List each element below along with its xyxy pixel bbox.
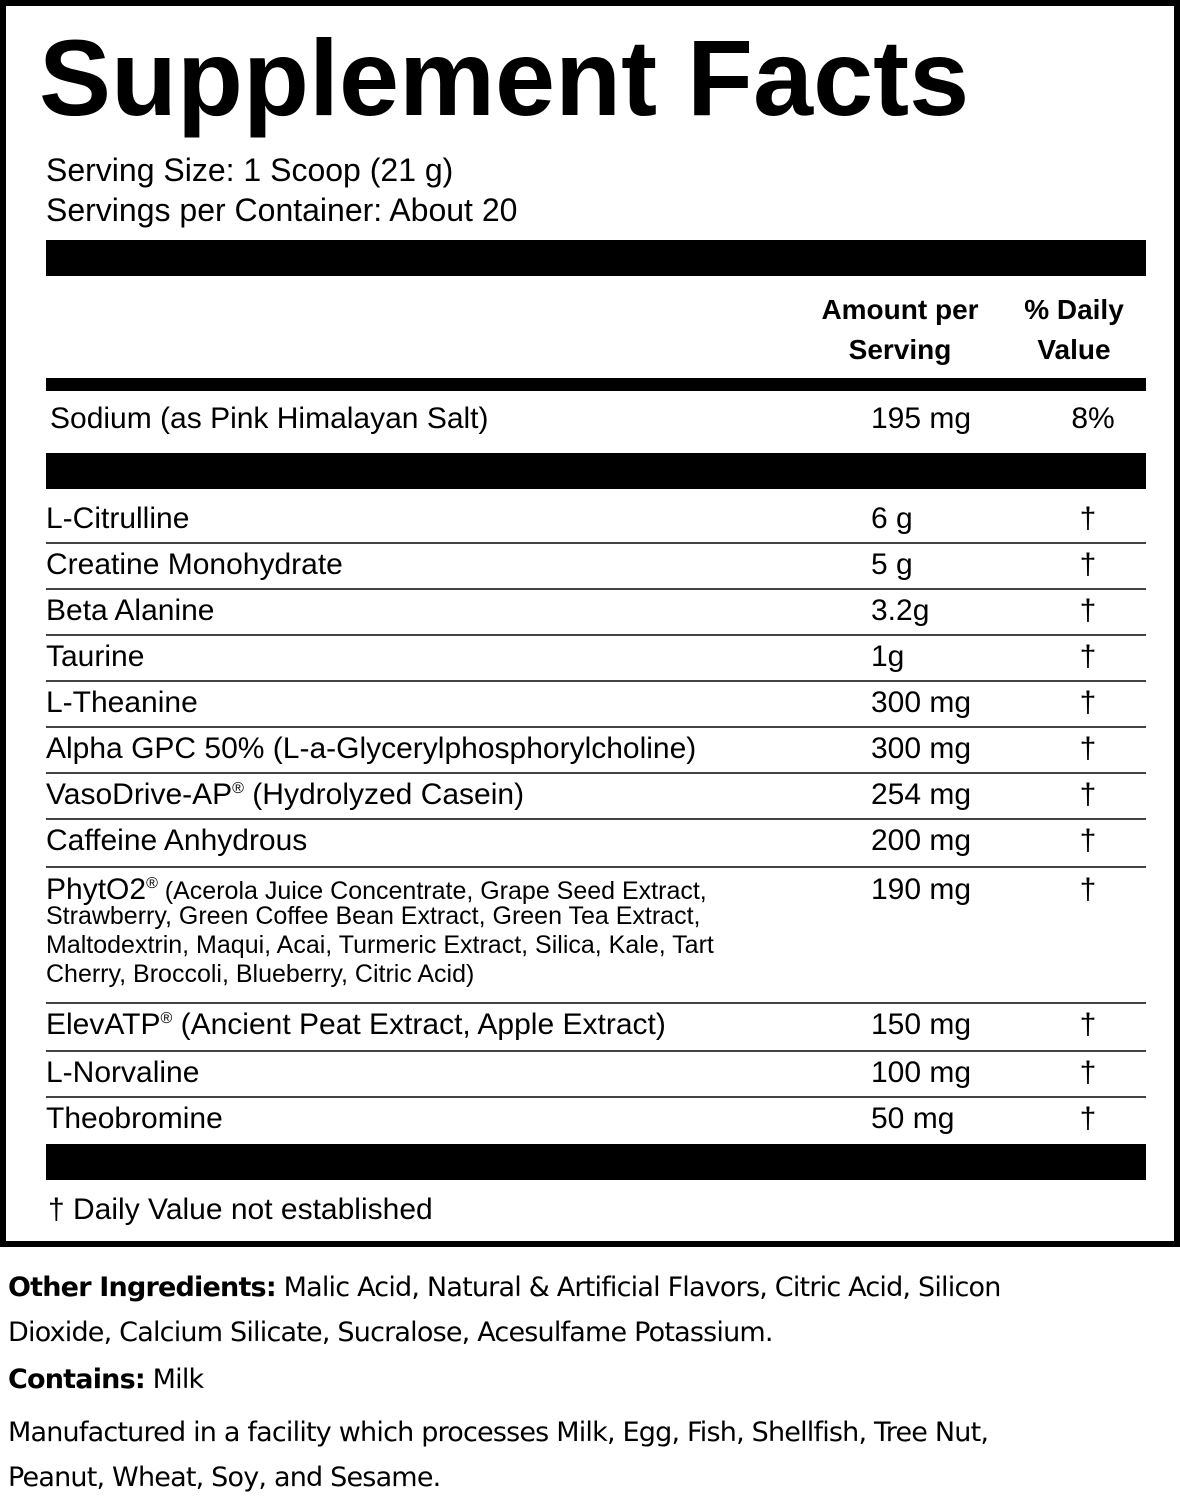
ingredient-brand-name: PhytO2	[46, 873, 147, 906]
thick-divider-bottom	[46, 1144, 1146, 1180]
ingredient-row	[46, 730, 1146, 774]
ingredient-name: Alpha GPC 50% (L-a-Glycerylphosphorylcholine)	[46, 732, 697, 765]
other-ingredients-line2: Dioxide, Calcium Silicate, Sucralose, Acesulfame Potassium.	[8, 1317, 773, 1348]
sodium-daily-value: 8%	[1071, 402, 1115, 435]
ingredient-row	[46, 500, 1146, 544]
sodium-row	[46, 400, 1146, 444]
ingredient-row	[46, 546, 1146, 590]
ingredient-name: L-Norvaline	[46, 1056, 200, 1089]
ingredient-row	[46, 1100, 1146, 1144]
facility-line2: Peanut, Wheat, Soy, and Sesame.	[8, 1462, 441, 1493]
ingredient-row	[46, 776, 1146, 820]
ingredient-amount: 200 mg	[871, 824, 972, 857]
other-ingredients-line1: Malic Acid, Natural & Artificial Flavors, Citric Acid, Silicon	[275, 1272, 1001, 1303]
ingredient-name: Caffeine Anhydrous	[46, 824, 308, 857]
daily-value-footnote: † Daily Value not established	[48, 1193, 433, 1226]
ingredient-amount: 5 g	[871, 548, 913, 581]
ingredient-amount: 100 mg	[871, 1056, 972, 1089]
registered-mark: ®	[146, 875, 158, 892]
ingredient-name: Taurine	[46, 640, 145, 673]
column-header-amount	[802, 290, 998, 370]
ingredient-name: Beta Alanine	[46, 594, 215, 627]
contains-statement	[8, 1357, 1176, 1402]
ingredient-row	[46, 822, 1146, 868]
ingredient-name-suffix: (Ancient Peat Extract, Apple Extract)	[172, 1008, 666, 1041]
facility-line1: Manufactured in a facility which processes Milk, Egg, Fish, Shellfish, Tree Nut,	[8, 1417, 989, 1448]
ingredient-amount: 150 mg	[871, 1008, 972, 1041]
ingredient-name-suffix: (Hydrolyzed Casein)	[243, 778, 525, 811]
ingredient-daily-value: †	[1079, 502, 1097, 535]
ingredient-brand-name: VasoDrive-AP	[46, 778, 233, 811]
ingredient-row-phyto2	[46, 870, 1146, 1004]
column-header-amount-line1: Amount per	[821, 294, 979, 325]
ingredient-name	[46, 873, 714, 989]
ingredient-name	[46, 1008, 666, 1042]
ingredient-name	[46, 778, 524, 812]
ingredient-desc-line: Strawberry, Green Coffee Bean Extract, Green Tea Extract,	[46, 902, 701, 930]
ingredient-row	[46, 1054, 1146, 1098]
ingredient-amount: 3.2g	[871, 594, 930, 627]
ingredient-amount: 254 mg	[871, 778, 972, 811]
ingredient-row	[46, 1006, 1146, 1052]
medium-divider	[46, 378, 1146, 391]
registered-mark: ®	[232, 780, 244, 797]
ingredient-name: L-Citrulline	[46, 502, 190, 535]
contains-label: Contains:	[8, 1364, 145, 1395]
ingredient-desc-line: Cherry, Broccoli, Blueberry, Citric Acid)	[46, 960, 475, 988]
ingredient-daily-value: †	[1079, 824, 1097, 857]
ingredient-name: Theobromine	[46, 1102, 223, 1135]
contains-value: Milk	[144, 1364, 204, 1395]
ingredient-daily-value: †	[1079, 732, 1097, 765]
ingredient-daily-value: †	[1079, 548, 1097, 581]
ingredient-amount: 300 mg	[871, 732, 972, 765]
registered-mark: ®	[160, 1010, 173, 1027]
ingredient-amount: 300 mg	[871, 686, 972, 719]
ingredient-daily-value: †	[1079, 640, 1097, 673]
other-ingredients-label: Other Ingredients:	[8, 1272, 276, 1303]
column-header-daily-value	[1008, 290, 1140, 370]
thick-divider-top	[46, 240, 1146, 276]
ingredient-name: L-Theanine	[46, 686, 198, 719]
ingredient-daily-value: †	[1079, 594, 1097, 627]
ingredient-daily-value: †	[1079, 1056, 1097, 1089]
other-ingredients	[8, 1265, 1176, 1355]
ingredient-amount: 1g	[871, 640, 905, 673]
thick-divider-middle	[46, 453, 1146, 489]
column-header-amount-line2: Serving	[848, 334, 952, 365]
ingredient-amount: 6 g	[871, 502, 913, 535]
ingredient-daily-value: †	[1079, 1008, 1097, 1041]
ingredient-daily-value: †	[1079, 1102, 1097, 1135]
ingredient-daily-value: †	[1079, 778, 1097, 811]
ingredient-row	[46, 684, 1146, 728]
ingredient-desc-line: (Acerola Juice Concentrate, Grape Seed Extract,	[157, 877, 707, 905]
sodium-name: Sodium (as Pink Himalayan Salt)	[50, 402, 489, 435]
ingredient-row	[46, 638, 1146, 682]
ingredient-desc-line: Maltodextrin, Maqui, Acai, Turmeric Extract, Silica, Kale, Tart	[46, 931, 714, 959]
ingredient-daily-value: †	[1079, 686, 1097, 719]
ingredient-brand-name: ElevATP	[46, 1008, 161, 1041]
panel-title: Supplement Facts	[39, 17, 970, 138]
facility-statement	[8, 1410, 1176, 1500]
column-header-dv-line2: Value	[1037, 334, 1111, 365]
sodium-amount: 195 mg	[871, 402, 972, 435]
ingredient-daily-value: †	[1079, 873, 1097, 906]
ingredient-row	[46, 592, 1146, 636]
column-header-dv-line1: % Daily	[1024, 294, 1124, 325]
servings-per-container: Servings per Container: About 20	[46, 192, 518, 228]
ingredient-amount: 50 mg	[871, 1102, 955, 1135]
ingredient-amount: 190 mg	[871, 873, 972, 906]
serving-size: Serving Size: 1 Scoop (21 g)	[46, 152, 454, 188]
ingredient-name: Creatine Monohydrate	[46, 548, 343, 581]
